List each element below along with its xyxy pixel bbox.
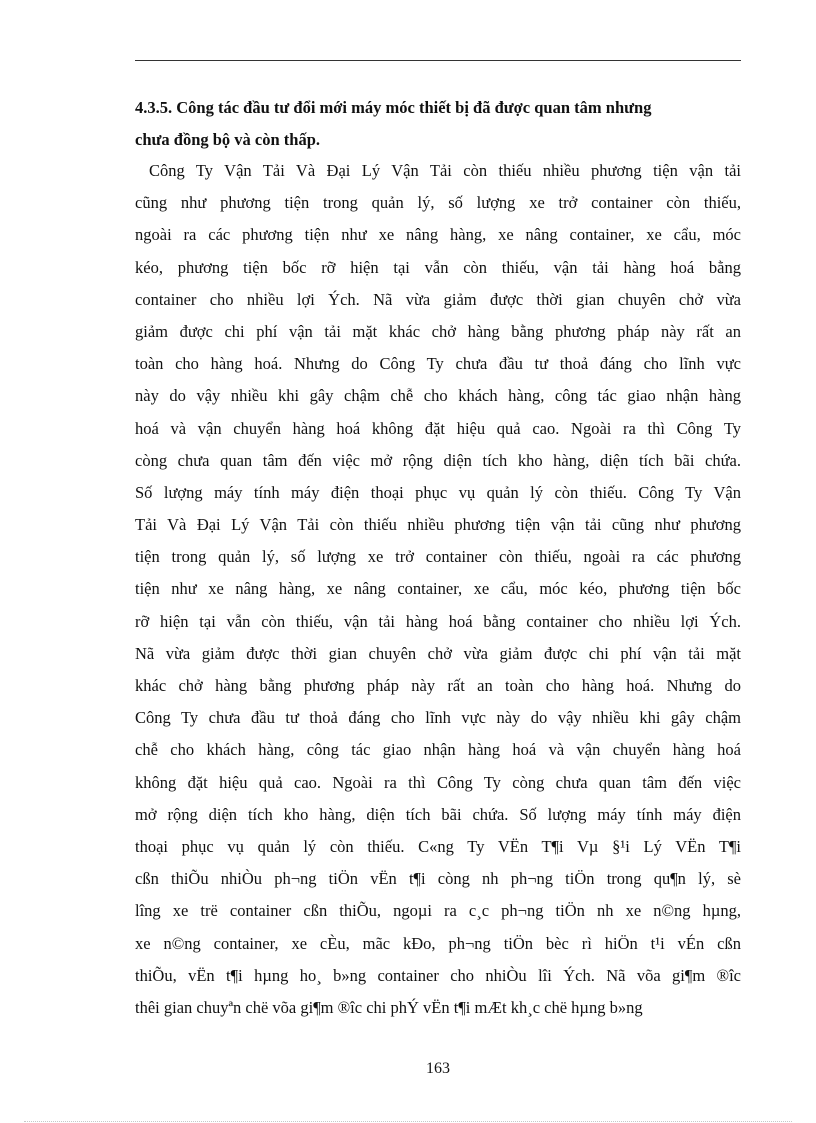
body-line: mở rộng diện tích kho hàng, diện tích bãi chứa. Số lượng máy tính máy điện	[135, 804, 741, 824]
body-line: container cho nhiều lợi Ých. Nã vừa giảm được thời gian chuyên chở vừa	[135, 289, 741, 309]
body-line: cũng như phương tiện trong quản lý, số lượng xe trở container còn thiếu,	[135, 193, 741, 213]
body-line: hoá và vận chuyển hàng hoá không đặt hiệu quả cao. Ngoài ra thì Công Ty	[135, 418, 741, 438]
page-number: 163	[426, 1060, 450, 1077]
body-line: không đặt hiệu quả cao. Ngoài ra thì Công Ty còng chưa quan tâm đến việc	[135, 772, 741, 792]
body-line: kéo, phương tiện bốc rỡ hiện tại vẫn còn thiếu, vận tải hàng hoá bằng	[135, 257, 741, 277]
body-line: giảm được chi phí vận tải mặt khác chở hàng bằng phương pháp này rất an	[135, 321, 741, 341]
body-paragraph	[135, 155, 741, 1024]
body-line: tiện như xe nâng hàng, xe nâng container, xe cẩu, móc kéo, phương tiện bốc	[135, 579, 741, 599]
body-line: rỡ hiện tại vẫn còn thiếu, vận tải hàng hoá bằng container cho nhiều lợi Ých.	[135, 611, 741, 631]
body-line: toàn cho hàng hoá. Nhưng do Công Ty chưa đầu tư thoả đáng cho lĩnh vực	[135, 354, 741, 374]
header-rule	[135, 60, 741, 61]
body-line: thiÕu, vËn t¶i hµng ho¸ b»ng container cho nhiÒu lîi Ých. Nã võa gi¶m ®îc	[135, 965, 741, 985]
body-line: Số lượng máy tính máy điện thoại phục vụ quản lý còn thiếu. Công Ty Vận	[135, 482, 741, 502]
body-line: thêi gian chuyªn chë võa gi¶m ®îc chi phÝ vËn t¶i mÆt kh¸c chë hµng b»ng	[135, 997, 643, 1017]
body-line: Tải Và Đại Lý Vận Tải còn thiếu nhiều phương tiện vận tải cũng như phương	[135, 515, 741, 535]
page-bottom-border	[24, 1121, 792, 1122]
body-line: Nã vừa giảm được thời gian chuyên chở vừa giảm được chi phí vận tải mặt	[135, 643, 741, 663]
body-line: ngoài ra các phương tiện như xe nâng hàng, xe nâng container, xe cẩu, móc	[135, 225, 741, 245]
body-line: xe n©ng container, xe cÈu, mãc kÐo, ph¬ng tiÖn bèc rì hiÖn t¹i vÉn cßn	[135, 933, 741, 953]
body-line: chễ cho khách hàng, công tác giao nhận hàng hoá và vận chuyển hàng hoá	[135, 740, 741, 760]
body-line: này do vậy nhiều khi gây chậm chễ cho khách hàng, công tác giao nhận hàng	[135, 386, 741, 406]
body-line: lîng xe trë container cßn thiÕu, ngoµi ra c¸c ph¬ng tiÖn nh xe n©ng hµng,	[135, 901, 741, 921]
body-line: Công Ty chưa đầu tư thoả đáng cho lĩnh vực này do vậy nhiều khi gây chậm	[135, 708, 741, 728]
body-line: Công Ty Vận Tải Và Đại Lý Vận Tải còn thiếu nhiều phương tiện vận tải	[149, 161, 741, 180]
section-heading-line-2: chưa đồng bộ và còn thấp.	[135, 130, 321, 149]
body-line: cßn thiÕu nhiÒu ph¬ng tiÖn vËn t¶i còng nh ph¬ng tiÖn trong qu¶n lý, sè	[135, 869, 741, 889]
body-line: còng chưa quan tâm đến việc mở rộng diện tích kho hàng, diện tích bãi chứa.	[135, 450, 741, 470]
body-line: tiện trong quản lý, số lượng xe trở container còn thiếu, ngoài ra các phương	[135, 547, 741, 567]
body-line: khác chở hàng bằng phương pháp này rất an toàn cho hàng hoá. Nhưng do	[135, 676, 741, 695]
section-heading-line-1: 4.3.5. Công tác đầu tư đổi mới máy móc thiết bị đã được quan tâm nhưng	[135, 98, 652, 117]
section-heading	[135, 92, 741, 156]
body-line: thoại phục vụ quản lý còn thiếu. C«ng Ty VËn T¶i Vµ §¹i Lý VËn T¶i	[135, 836, 741, 856]
